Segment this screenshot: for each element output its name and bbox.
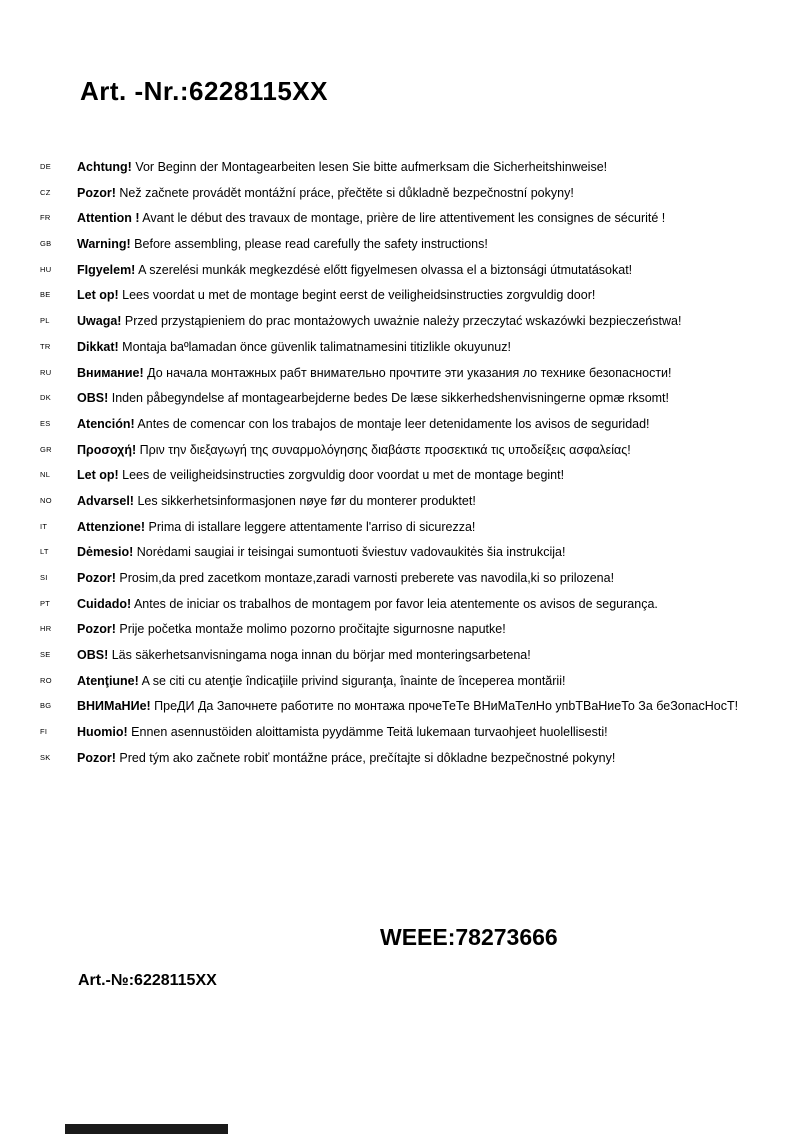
warning-row	[40, 391, 780, 417]
warning-text: Huomio! Ennen asennustöiden aloittamista pyydämme Teitä lukemaan turvaohjeet huolellisesti!	[77, 725, 608, 740]
warning-keyword: Advarsel!	[77, 493, 134, 508]
warning-text: Cuidado! Antes de iniciar os trabalhos de montagem por favor leia atentemente os avisos de segurança.	[77, 596, 658, 611]
warning-text: OBS! Inden påbegyndelse af montagearbejderne bedes De læse sikkerhedshenvisningerne opmæ rksomt!	[77, 391, 670, 406]
warning-keyword: OBS!	[77, 391, 109, 406]
warning-row	[40, 648, 780, 674]
language-code: GB	[40, 239, 52, 249]
language-code: FI	[40, 727, 48, 737]
language-code: PL	[40, 316, 50, 326]
warning-keyword: Προσοχή!	[77, 442, 137, 457]
warning-row	[40, 571, 780, 597]
warning-row	[40, 340, 780, 366]
warning-text: OBS! Läs säkerhetsanvisningama noga innan du börjar med monteringsarbetena!	[77, 648, 531, 663]
warning-row	[40, 622, 780, 648]
language-code: BG	[40, 701, 52, 711]
language-code: CZ	[40, 187, 51, 197]
language-code: SE	[40, 650, 51, 660]
warning-row	[40, 725, 780, 751]
warning-row	[40, 674, 780, 700]
warning-row	[40, 443, 780, 469]
warning-text: Warning! Before assembling, please read carefully the safety instructions!	[77, 237, 488, 252]
warning-text: Let op! Lees de veiligheidsinstructies zorgvuldig door voordat u met de montage begint!	[77, 468, 565, 483]
warning-keyword: Attenzione!	[77, 519, 146, 534]
language-code: RU	[40, 367, 52, 377]
warning-row	[40, 211, 780, 237]
warning-text: Dėmesio! Norėdami saugiai ir teisingai sumontuoti šviestuv vadovaukitės šia instrukcija!	[77, 545, 566, 560]
language-code: SK	[40, 752, 51, 762]
warning-row	[40, 597, 780, 623]
warning-keyword: Pozor!	[77, 622, 116, 637]
warning-text: ВНИМаНИе! ПреДИ Да Започнете работите по монтажа прочеТеТе ВНиМаТелНо упbТВаНиеТо За беЗопасНосТ!	[77, 699, 739, 714]
warning-keyword: ВНИМаНИе!	[77, 699, 151, 714]
language-code: GR	[40, 444, 52, 454]
warning-keyword: Внимание!	[77, 365, 144, 380]
warning-row	[40, 237, 780, 263]
warning-row	[40, 417, 780, 443]
warning-text: Attenzione! Prima di istallare leggere attentamente l'arriso di sicurezza!	[77, 519, 476, 534]
language-code: NO	[40, 495, 52, 505]
warning-keyword: Atenţiune!	[77, 673, 139, 688]
article-number-heading: Art. -Nr.:6228115XX	[80, 76, 328, 106]
warning-row	[40, 468, 780, 494]
warning-keyword: Cuidado!	[77, 596, 132, 611]
warning-row	[40, 314, 780, 340]
warning-row	[40, 545, 780, 571]
warning-keyword: Warning!	[77, 237, 131, 252]
warning-text: Atenţiune! A se citi cu atenţie îndicaţiile privind siguranţa, înainte de începerea montării!	[77, 673, 566, 688]
warning-row	[40, 366, 780, 392]
language-code: HR	[40, 624, 52, 634]
warning-keyword: Pozor!	[77, 571, 116, 585]
warning-text: Внимание! До начала монтажных рабт внимательно прочтите эти указания ло технике безопасности!	[77, 365, 672, 380]
warning-text: Achtung! Vor Beginn der Montagearbeiten lesen Sie bitte aufmerksam die Sicherheitshinweise!	[77, 160, 608, 174]
weee-number: WEEE:78273666	[380, 924, 558, 950]
language-code: DE	[40, 162, 52, 171]
warning-row	[40, 288, 780, 314]
language-code: NL	[40, 470, 51, 480]
warning-keyword: Dikkat!	[77, 339, 119, 354]
language-code: SI	[40, 573, 48, 582]
article-number-footer: Art.-№:6228115XX	[78, 972, 217, 989]
warning-row	[40, 520, 780, 546]
warning-text: Advarsel! Les sikkerhetsinformasjonen nøye før du monterer produktet!	[77, 493, 476, 508]
warning-text: Pozor! Pred tým ako začnete robiť montážne práce, prečítajte si dôkladne bezpečnostné pokyny!	[77, 750, 616, 765]
warning-text: Pozor! Než začnete provádět montážní práce, přečtěte si důkladně bezpečnostní pokyny!	[77, 185, 574, 200]
warning-keyword: Pozor!	[77, 185, 116, 200]
warning-text: Atención! Antes de comencar con los trabajos de montaje leer detenidamente los avisos de seguridad!	[77, 416, 650, 431]
warning-text: Pozor! Prosim,da pred zacetkom montaze,zaradi varnosti preberete vas navodila,ki so prilozena!	[77, 571, 615, 585]
warning-text: Dikkat! Montaja baºlamadan önce güvenlik talimatnamesini titizlikle okuyunuz!	[77, 339, 511, 354]
warning-row	[40, 699, 780, 725]
language-code: ES	[40, 418, 51, 428]
warning-text: Attention ! Avant le début des travaux de montage, prière de lire attentivement les consignes de sécurité !	[77, 211, 666, 226]
warning-keyword: Uwaga!	[77, 314, 122, 329]
language-code: FR	[40, 213, 51, 223]
warning-keyword: Dėmesio!	[77, 545, 134, 560]
warnings-list	[40, 160, 780, 777]
language-code: DK	[40, 393, 52, 403]
language-code: RO	[40, 675, 52, 685]
language-code: HU	[40, 264, 52, 274]
language-code: PT	[40, 598, 51, 608]
warning-row	[40, 751, 780, 777]
warning-row	[40, 160, 780, 186]
warning-text: Pozor! Prije početka montaže molimo pozorno pročitajte sigurnosne naputke!	[77, 622, 506, 637]
language-code: BE	[40, 290, 51, 300]
warning-keyword: Let op!	[77, 468, 119, 483]
warning-keyword: Attention !	[77, 211, 140, 226]
warning-keyword: FIgyelem!	[77, 262, 136, 277]
warning-text: FIgyelem! A szerelési munkák megkezdésė előtt figyelmesen olvassa el a biztonsági útmutatásokat!	[77, 262, 633, 277]
page-bottom-bar	[65, 1124, 228, 1134]
language-code: IT	[40, 521, 48, 531]
warning-row	[40, 186, 780, 212]
warning-row	[40, 494, 780, 520]
warning-keyword: Huomio!	[77, 725, 128, 740]
warning-keyword: Pozor!	[77, 750, 116, 765]
warning-keyword: Atención!	[77, 416, 135, 431]
language-code: LT	[40, 547, 49, 557]
language-code: TR	[40, 341, 51, 351]
warning-text: Uwaga! Przed przystąpieniem do prac montażowych uważnie należy przeczytać wskazówki bezpieczeństwa!	[77, 314, 682, 329]
warning-keyword: Achtung!	[77, 160, 132, 174]
warning-keyword: OBS!	[77, 648, 109, 663]
warning-keyword: Let op!	[77, 288, 119, 303]
warning-text: Προσοχή! Πριν την διεξαγωγή της συναρμολόγησης διαβάστε προσεκτικά τις υποδείξεις ασφαλείας!	[77, 442, 631, 457]
warning-text: Let op! Lees voordat u met de montage begint eerst de veiligheidsinstructies zorgvuldig door!	[77, 288, 596, 303]
warning-row	[40, 263, 780, 289]
